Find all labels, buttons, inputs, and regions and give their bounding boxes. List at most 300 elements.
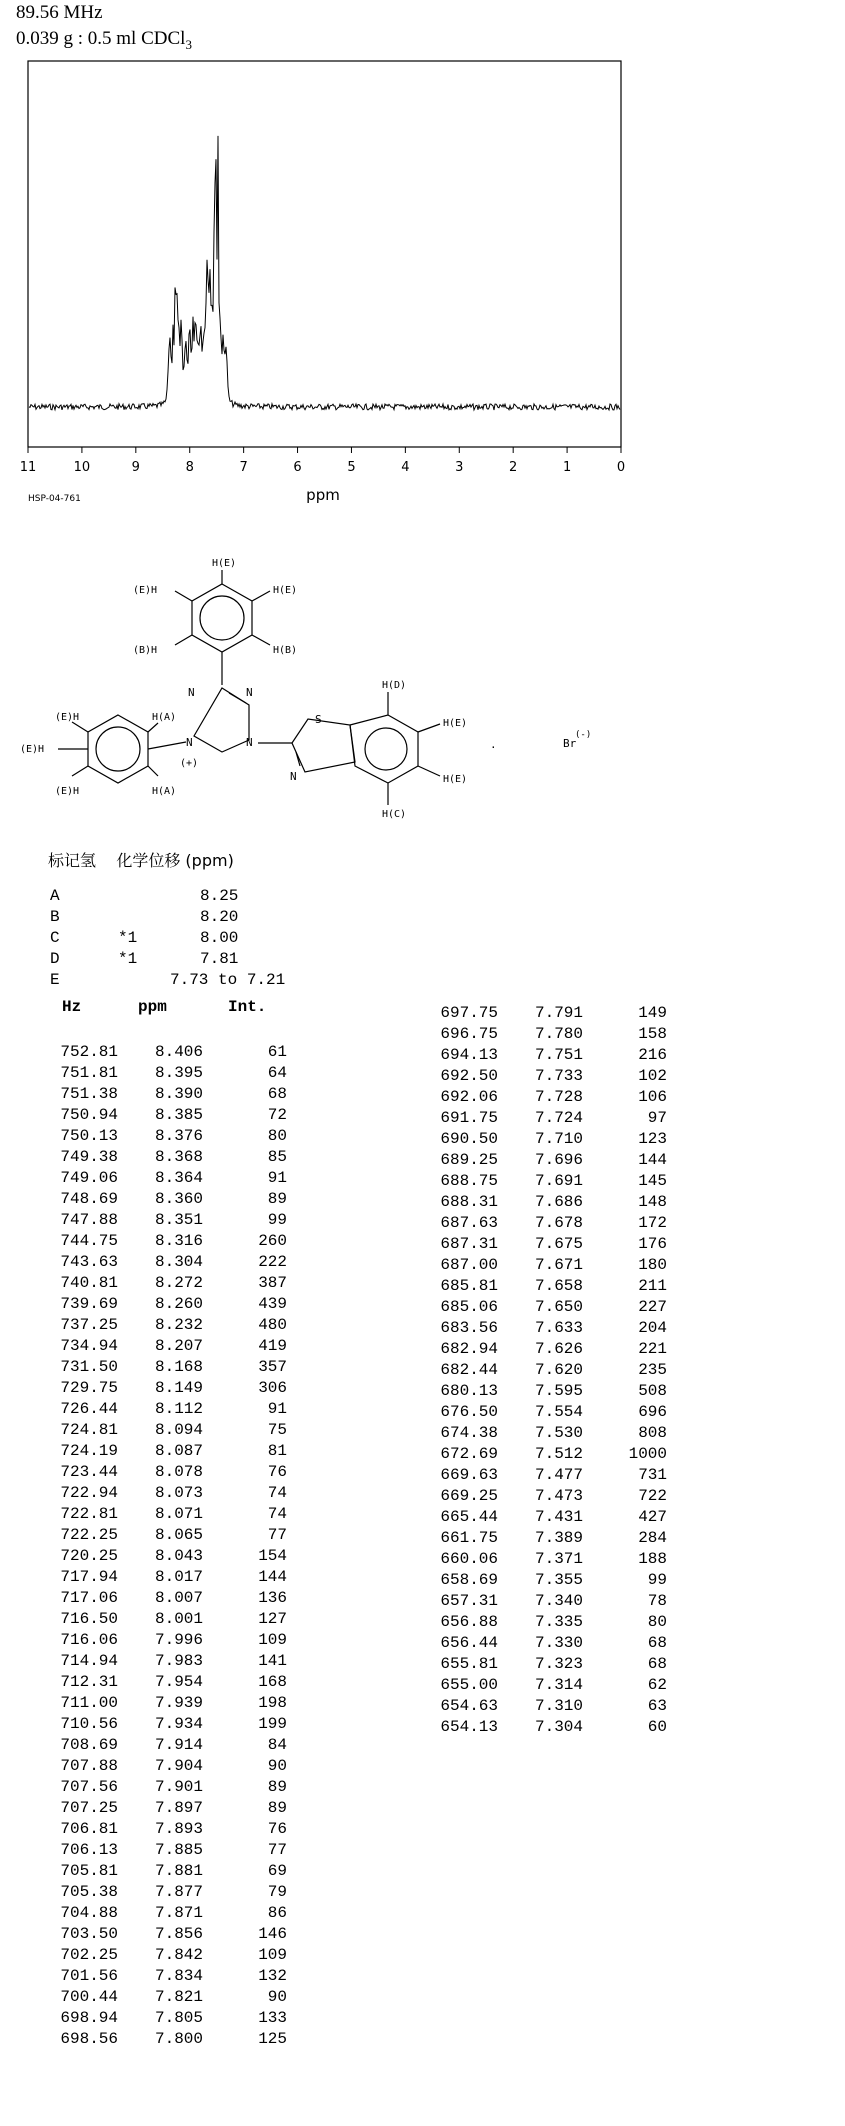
peak-ppm: 7.901	[154, 1778, 203, 1796]
peak-row	[48, 1231, 293, 1252]
phenyl-ring-left	[88, 715, 148, 783]
peak-ppm: 8.272	[154, 1274, 203, 1292]
peak-row	[428, 1003, 673, 1024]
peak-intensity: 199	[258, 1715, 287, 1733]
x-tick-label: 0	[616, 460, 626, 475]
peak-row	[428, 1402, 673, 1423]
peak-ppm: 7.842	[154, 1946, 203, 1964]
peak-intensity: 188	[638, 1550, 667, 1568]
peak-intensity: 91	[267, 1400, 287, 1418]
peak-list-left	[48, 1042, 293, 2050]
x-tick-label: 7	[239, 460, 248, 475]
peak-hz: 682.94	[440, 1340, 498, 1358]
peak-ppm: 7.389	[534, 1529, 583, 1547]
peak-intensity: 89	[267, 1799, 287, 1817]
shift-row	[50, 907, 350, 928]
peak-row	[48, 1504, 293, 1525]
peak-ppm: 7.626	[534, 1340, 583, 1358]
peak-intensity: 90	[267, 1988, 287, 2006]
peak-intensity: 74	[267, 1505, 287, 1523]
peak-ppm: 8.351	[154, 1211, 203, 1229]
peak-hz: 654.13	[440, 1718, 498, 1736]
label-h-ring2-ul: (E)H	[55, 712, 80, 723]
peak-intensity: 102	[638, 1067, 667, 1085]
shift-row	[50, 928, 350, 949]
peak-ppm: 7.791	[534, 1004, 583, 1022]
peak-hz: 683.56	[440, 1319, 498, 1337]
peak-ppm: 7.954	[154, 1673, 203, 1691]
peak-row	[428, 1318, 673, 1339]
peak-ppm: 8.112	[154, 1400, 203, 1418]
peak-intensity: 696	[638, 1403, 667, 1421]
peak-ppm: 8.071	[154, 1505, 203, 1523]
peak-intensity: 508	[638, 1382, 667, 1400]
peak-row	[428, 1129, 673, 1150]
peak-hz: 750.94	[60, 1106, 118, 1124]
peak-hz: 716.50	[60, 1610, 118, 1628]
peak-ppm: 7.939	[154, 1694, 203, 1712]
peak-row	[428, 1465, 673, 1486]
label-h-ring2-l: (E)H	[20, 744, 45, 755]
shift-label: B	[50, 908, 60, 926]
peak-row	[428, 1087, 673, 1108]
shift-label: E	[50, 971, 60, 989]
x-tick-label: 6	[293, 460, 302, 475]
peak-hz: 655.00	[440, 1676, 498, 1694]
peak-intensity: 81	[267, 1442, 287, 1460]
peak-row	[48, 1861, 293, 1882]
benzo-ring	[350, 715, 418, 783]
peak-row	[48, 1147, 293, 1168]
peak-ppm: 8.043	[154, 1547, 203, 1565]
peak-hz: 720.25	[60, 1547, 118, 1565]
peak-intensity: 427	[638, 1508, 667, 1526]
peak-hz: 722.94	[60, 1484, 118, 1502]
peak-ppm: 7.310	[534, 1697, 583, 1715]
peak-row	[48, 1714, 293, 1735]
peak-row	[48, 1336, 293, 1357]
shift-value: 8.00	[200, 929, 239, 947]
peak-hz: 688.31	[440, 1193, 498, 1211]
peak-ppm: 8.168	[154, 1358, 203, 1376]
peak-ppm: 7.897	[154, 1799, 203, 1817]
peak-intensity: 68	[647, 1634, 667, 1652]
peak-hz: 705.38	[60, 1883, 118, 1901]
peak-intensity: 168	[258, 1673, 287, 1691]
x-tick-label: 11	[19, 460, 37, 475]
peak-hz: 691.75	[440, 1109, 498, 1127]
peak-ppm: 8.385	[154, 1106, 203, 1124]
peak-ppm: 7.893	[154, 1820, 203, 1838]
peak-row	[428, 1570, 673, 1591]
peak-hz: 696.75	[440, 1025, 498, 1043]
peak-hz: 682.44	[440, 1361, 498, 1379]
peak-row	[48, 1735, 293, 1756]
peak-row	[48, 1567, 293, 1588]
peak-row	[48, 1966, 293, 1987]
peak-row	[428, 1192, 673, 1213]
peak-ppm: 8.149	[154, 1379, 203, 1397]
peak-intensity: 141	[258, 1652, 287, 1670]
peak-intensity: 144	[258, 1568, 287, 1586]
peak-row	[48, 1168, 293, 1189]
peak-hz: 701.56	[60, 1967, 118, 1985]
peak-hz: 687.00	[440, 1256, 498, 1274]
nmr-spectrum-chart	[0, 55, 845, 510]
shift-note: *1	[118, 950, 138, 968]
peak-row	[48, 1420, 293, 1441]
peak-hz: 702.25	[60, 1946, 118, 1964]
tetrazolium-ring	[194, 688, 249, 752]
peak-row	[48, 1399, 293, 1420]
peak-intensity: 808	[638, 1424, 667, 1442]
peak-hz: 726.44	[60, 1400, 118, 1418]
peak-row	[428, 1423, 673, 1444]
peak-intensity: 77	[267, 1526, 287, 1544]
peak-hz: 689.25	[440, 1151, 498, 1169]
label-h-ring1-ur: H(E)	[273, 585, 298, 596]
label-h-ring2-ur: H(A)	[152, 712, 177, 723]
peak-ppm: 7.856	[154, 1925, 203, 1943]
peak-hz: 656.88	[440, 1613, 498, 1631]
peak-intensity: 127	[258, 1610, 287, 1628]
peak-intensity: 69	[267, 1862, 287, 1880]
peak-hz: 739.69	[60, 1295, 118, 1313]
peak-hz: 750.13	[60, 1127, 118, 1145]
peak-hz: 687.31	[440, 1235, 498, 1253]
peak-intensity: 62	[647, 1676, 667, 1694]
sample-concentration	[16, 28, 192, 53]
peak-row	[48, 1630, 293, 1651]
peak-hz: 724.81	[60, 1421, 118, 1439]
peak-row	[428, 1024, 673, 1045]
label-h-btz-bottom: H(C)	[382, 809, 407, 820]
peak-ppm: 7.650	[534, 1298, 583, 1316]
peak-hz: 707.56	[60, 1778, 118, 1796]
peak-header-ppm: ppm	[138, 998, 167, 1016]
peak-intensity: 204	[638, 1319, 667, 1337]
peak-ppm: 7.554	[534, 1403, 583, 1421]
peak-hz: 685.06	[440, 1298, 498, 1316]
peak-ppm: 8.360	[154, 1190, 203, 1208]
peak-hz: 687.63	[440, 1214, 498, 1232]
peak-row	[428, 1171, 673, 1192]
peak-intensity: 172	[638, 1214, 667, 1232]
label-h-ring2-lr: H(A)	[152, 786, 177, 797]
peak-row	[48, 1609, 293, 1630]
x-tick-label: 5	[347, 460, 356, 475]
dot-separator: .	[490, 738, 497, 751]
peak-ppm: 7.633	[534, 1319, 583, 1337]
peak-header-int: Int.	[228, 998, 267, 1016]
peak-hz: 688.75	[440, 1172, 498, 1190]
peak-intensity: 132	[258, 1967, 287, 1985]
peak-hz: 705.81	[60, 1862, 118, 1880]
peak-intensity: 1000	[628, 1445, 667, 1463]
atom-n2: N	[246, 686, 253, 699]
peak-intensity: 106	[638, 1088, 667, 1106]
peak-hz: 690.50	[440, 1130, 498, 1148]
peak-hz: 724.19	[60, 1442, 118, 1460]
peak-row	[428, 1528, 673, 1549]
shift-label: D	[50, 950, 60, 968]
peak-intensity: 77	[267, 1841, 287, 1859]
peak-intensity: 306	[258, 1379, 287, 1397]
peak-intensity: 89	[267, 1190, 287, 1208]
peak-row	[48, 1882, 293, 1903]
peak-row	[48, 1798, 293, 1819]
peak-intensity: 227	[638, 1298, 667, 1316]
peak-row	[428, 1213, 673, 1234]
peak-ppm: 7.671	[534, 1256, 583, 1274]
peak-intensity: 74	[267, 1484, 287, 1502]
peak-ppm: 8.207	[154, 1337, 203, 1355]
peak-hz: 672.69	[440, 1445, 498, 1463]
atom-n1: N	[188, 686, 195, 699]
peak-row	[428, 1381, 673, 1402]
peak-row	[48, 1462, 293, 1483]
peak-intensity: 480	[258, 1316, 287, 1334]
peak-hz: 722.81	[60, 1505, 118, 1523]
peak-row	[48, 1924, 293, 1945]
peak-intensity: 419	[258, 1337, 287, 1355]
peak-intensity: 68	[267, 1085, 287, 1103]
atom-n3: N	[186, 736, 193, 749]
peak-ppm: 8.065	[154, 1526, 203, 1544]
peak-intensity: 80	[647, 1613, 667, 1631]
atom-n5: N	[290, 770, 297, 783]
sample-code: HSP-04-761	[28, 494, 81, 504]
peak-row	[428, 1234, 673, 1255]
x-axis-ticks	[20, 447, 625, 475]
x-tick-label: 9	[131, 460, 140, 475]
peak-row	[48, 1588, 293, 1609]
peak-hz: 731.50	[60, 1358, 118, 1376]
peak-hz: 669.25	[440, 1487, 498, 1505]
peak-intensity: 76	[267, 1820, 287, 1838]
peak-hz: 692.06	[440, 1088, 498, 1106]
peak-row	[428, 1549, 673, 1570]
peak-ppm: 7.934	[154, 1715, 203, 1733]
peak-row	[48, 1903, 293, 1924]
peak-row	[48, 1126, 293, 1147]
peak-row	[48, 1756, 293, 1777]
peak-ppm: 8.007	[154, 1589, 203, 1607]
peak-row	[48, 1357, 293, 1378]
peak-hz: 655.81	[440, 1655, 498, 1673]
peak-intensity: 75	[267, 1421, 287, 1439]
peak-ppm: 8.364	[154, 1169, 203, 1187]
peak-hz: 743.63	[60, 1253, 118, 1271]
peak-intensity: 180	[638, 1256, 667, 1274]
peak-intensity: 76	[267, 1463, 287, 1481]
peak-intensity: 99	[267, 1211, 287, 1229]
peak-hz: 654.63	[440, 1697, 498, 1715]
peak-row	[428, 1675, 673, 1696]
peak-intensity: 211	[638, 1277, 667, 1295]
x-tick-label: 2	[509, 460, 518, 475]
peak-hz: 749.38	[60, 1148, 118, 1166]
peak-row	[48, 1840, 293, 1861]
peak-hz: 734.94	[60, 1337, 118, 1355]
label-charge-plus: (+)	[180, 758, 199, 769]
peak-hz: 707.25	[60, 1799, 118, 1817]
shift-table-header: 标记氢 化学位移 (ppm)	[48, 851, 234, 870]
peak-row	[428, 1633, 673, 1654]
peak-ppm: 7.881	[154, 1862, 203, 1880]
label-h-btz-r2: H(E)	[443, 774, 468, 785]
peak-ppm: 7.983	[154, 1652, 203, 1670]
peak-hz: 710.56	[60, 1715, 118, 1733]
peak-row	[48, 1042, 293, 1063]
peak-intensity: 148	[638, 1193, 667, 1211]
counter-ion-charge: (-)	[575, 730, 592, 740]
peak-hz: 660.06	[440, 1550, 498, 1568]
peak-intensity: 79	[267, 1883, 287, 1901]
peak-ppm: 7.512	[534, 1445, 583, 1463]
sample-main: 0.039 g : 0.5 ml CDCl	[16, 28, 186, 49]
peak-ppm: 7.330	[534, 1634, 583, 1652]
peak-ppm: 7.780	[534, 1025, 583, 1043]
peak-row	[48, 1546, 293, 1567]
peak-ppm: 8.001	[154, 1610, 203, 1628]
peak-intensity: 86	[267, 1904, 287, 1922]
peak-ppm: 8.260	[154, 1295, 203, 1313]
peak-row	[428, 1255, 673, 1276]
thiazole-ring	[292, 719, 355, 772]
peak-hz: 717.06	[60, 1589, 118, 1607]
peak-row	[48, 1672, 293, 1693]
peak-hz: 685.81	[440, 1277, 498, 1295]
peak-hz: 706.81	[60, 1820, 118, 1838]
peak-ppm: 7.658	[534, 1277, 583, 1295]
peak-hz: 700.44	[60, 1988, 118, 2006]
peak-intensity: 72	[267, 1106, 287, 1124]
shift-label: C	[50, 929, 60, 947]
peak-hz: 694.13	[440, 1046, 498, 1064]
peak-hz: 751.38	[60, 1085, 118, 1103]
peak-row	[48, 1483, 293, 1504]
peak-ppm: 7.834	[154, 1967, 203, 1985]
peak-hz: 711.00	[60, 1694, 118, 1712]
peak-intensity: 136	[258, 1589, 287, 1607]
peak-ppm: 8.232	[154, 1316, 203, 1334]
peak-ppm: 7.800	[154, 2030, 203, 2048]
peak-intensity: 109	[258, 1631, 287, 1649]
peak-hz: 706.13	[60, 1841, 118, 1859]
peak-row	[428, 1360, 673, 1381]
spectrum-trace	[29, 136, 620, 410]
x-axis-label: ppm	[306, 486, 340, 504]
peak-ppm: 7.877	[154, 1883, 203, 1901]
peak-row	[48, 1294, 293, 1315]
peak-intensity: 731	[638, 1466, 667, 1484]
spectrometer-frequency: 89.56 MHz	[16, 2, 103, 23]
peak-intensity: 158	[638, 1025, 667, 1043]
x-tick-label: 10	[73, 460, 91, 475]
peak-hz: 722.25	[60, 1526, 118, 1544]
peak-row	[48, 2029, 293, 2050]
counter-ion: Br	[563, 737, 577, 750]
peak-hz: 704.88	[60, 1904, 118, 1922]
peak-hz: 714.94	[60, 1652, 118, 1670]
peak-row	[428, 1276, 673, 1297]
peak-row	[48, 1777, 293, 1798]
peak-row	[48, 1525, 293, 1546]
peak-intensity: 222	[258, 1253, 287, 1271]
peak-header-hz: Hz	[62, 998, 82, 1016]
peak-intensity: 133	[258, 2009, 287, 2027]
shift-note: *1	[118, 929, 138, 947]
peak-hz: 752.81	[60, 1043, 118, 1061]
peak-intensity: 60	[647, 1718, 667, 1736]
x-tick-label: 3	[455, 460, 464, 475]
peak-intensity: 97	[647, 1109, 667, 1127]
peak-ppm: 8.368	[154, 1148, 203, 1166]
peak-intensity: 61	[267, 1043, 287, 1061]
peak-row	[48, 1273, 293, 1294]
peak-row	[428, 1297, 673, 1318]
peak-row	[48, 1252, 293, 1273]
peak-intensity: 439	[258, 1295, 287, 1313]
peak-hz: 729.75	[60, 1379, 118, 1397]
peak-row	[48, 1210, 293, 1231]
peak-hz: 697.75	[440, 1004, 498, 1022]
peak-ppm: 7.691	[534, 1172, 583, 1190]
peak-intensity: 85	[267, 1148, 287, 1166]
peak-ppm: 8.316	[154, 1232, 203, 1250]
peak-intensity: 125	[258, 2030, 287, 2048]
peak-ppm: 7.371	[534, 1550, 583, 1568]
peak-intensity: 149	[638, 1004, 667, 1022]
peak-row	[428, 1108, 673, 1129]
peak-ppm: 7.751	[534, 1046, 583, 1064]
peak-row	[48, 2008, 293, 2029]
peak-intensity: 78	[647, 1592, 667, 1610]
peak-row	[428, 1591, 673, 1612]
peak-row	[48, 1651, 293, 1672]
peak-ppm: 7.904	[154, 1757, 203, 1775]
atom-s: S	[315, 713, 322, 726]
peak-row	[428, 1045, 673, 1066]
peak-intensity: 84	[267, 1736, 287, 1754]
peak-intensity: 357	[258, 1358, 287, 1376]
peak-row	[428, 1150, 673, 1171]
peak-intensity: 216	[638, 1046, 667, 1064]
peak-row	[48, 1693, 293, 1714]
peak-intensity: 99	[647, 1571, 667, 1589]
peak-ppm: 7.710	[534, 1130, 583, 1148]
peak-row	[48, 1819, 293, 1840]
aromatic-circle-left	[96, 727, 140, 771]
label-h-ring1-ll: (B)H	[133, 645, 158, 656]
peak-hz: 676.50	[440, 1403, 498, 1421]
peak-ppm: 7.821	[154, 1988, 203, 2006]
peak-intensity: 89	[267, 1778, 287, 1796]
peak-ppm: 8.406	[154, 1043, 203, 1061]
atom-n4: N	[246, 736, 253, 749]
peak-hz: 680.13	[440, 1382, 498, 1400]
aromatic-circle-top	[200, 596, 244, 640]
peak-row	[48, 1441, 293, 1462]
shift-value: 8.25	[200, 887, 239, 905]
peak-intensity: 221	[638, 1340, 667, 1358]
peak-intensity: 284	[638, 1529, 667, 1547]
peak-row	[48, 1063, 293, 1084]
shift-table	[50, 886, 350, 991]
shift-value: 7.73 to 7.21	[170, 971, 286, 989]
peak-ppm: 7.733	[534, 1067, 583, 1085]
